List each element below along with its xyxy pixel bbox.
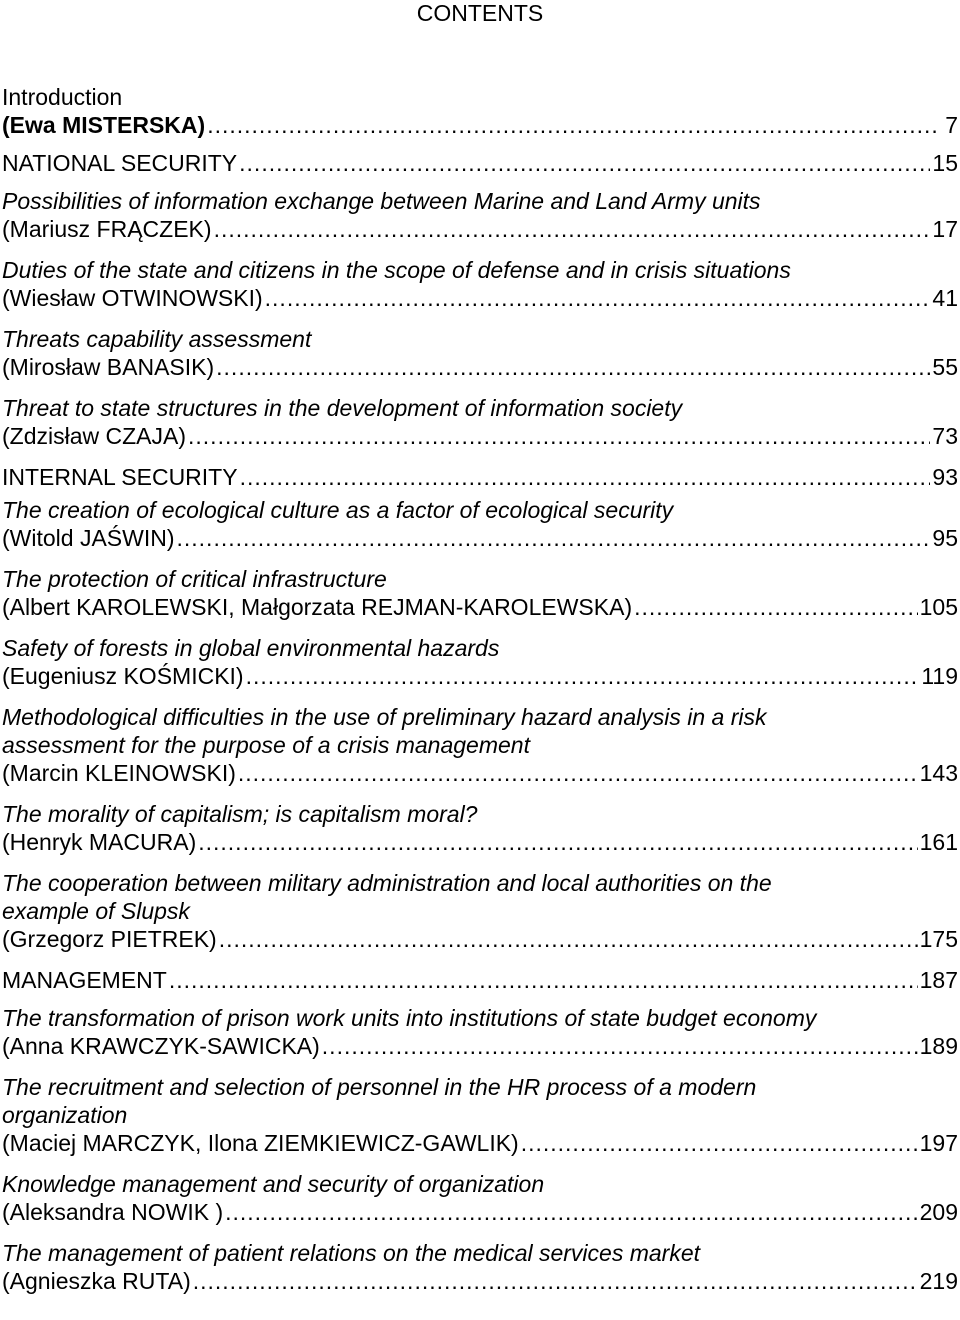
- toc-entry-page: 175: [919, 926, 958, 952]
- toc-entry[interactable]: [2, 800, 958, 856]
- toc-entry-author: (Witold JAŚWIN): [2, 525, 175, 551]
- dot-leader: [240, 463, 931, 491]
- page-title: CONTENTS: [416, 0, 544, 26]
- toc-entry-title: Knowledge management and security of organization: [2, 1171, 545, 1197]
- toc-entry-author: (Mariusz FRĄCZEK): [2, 216, 212, 242]
- toc-entry-page: 41: [932, 285, 958, 311]
- toc-entry-title: Introduction: [2, 84, 123, 110]
- toc-section-heading: NATIONAL SECURITY: [2, 150, 238, 176]
- toc-entry-page: 209: [919, 1199, 958, 1225]
- dot-leader: [193, 1267, 918, 1295]
- toc-entry-title-continued: example of Slupsk: [2, 898, 190, 924]
- toc-entry-title: The creation of ecological culture as a factor of ecological security: [2, 497, 674, 523]
- toc-entry-page: 119: [921, 663, 958, 689]
- toc-entry[interactable]: [2, 1170, 958, 1226]
- toc-entry[interactable]: [2, 394, 958, 450]
- toc-section-national-security[interactable]: [2, 149, 958, 177]
- toc-entry-title: The cooperation between military administration and local authorities on the: [2, 870, 772, 896]
- dot-leader: [216, 353, 930, 381]
- dot-leader: [177, 524, 931, 552]
- toc-entry-author: (Henryk MACURA): [2, 829, 197, 855]
- toc-entry-author: (Ewa MISTERSKA): [2, 112, 206, 138]
- dot-leader: [225, 1198, 918, 1226]
- toc-section-management[interactable]: [2, 966, 958, 994]
- toc-entry-author: (Wiesław OTWINOWSKI): [2, 285, 263, 311]
- toc-entry-title-continued: assessment for the purpose of a crisis management: [2, 732, 530, 758]
- toc-entry-page: 95: [932, 525, 958, 551]
- toc-entry-introduction[interactable]: [2, 83, 958, 139]
- toc-entry-page: 197: [919, 1130, 958, 1156]
- toc-entry-page: 161: [919, 829, 958, 855]
- dot-leader: [521, 1129, 918, 1157]
- toc-entry-page: 93: [932, 464, 958, 490]
- toc-entry-author: (Anna KRAWCZYK-SAWICKA): [2, 1033, 320, 1059]
- toc-entry-title-continued: organization: [2, 1102, 128, 1128]
- toc-entry-title: The protection of critical infrastructure: [2, 566, 387, 592]
- toc-entry-page: 15: [932, 150, 958, 176]
- toc-entry-page: 143: [919, 760, 958, 786]
- toc-entry-title: Methodological difficulties in the use of preliminary hazard analysis in a risk: [2, 704, 767, 730]
- toc-entry-title: Safety of forests in global environmental hazards: [2, 635, 500, 661]
- toc-entry[interactable]: [2, 496, 958, 552]
- toc-entry[interactable]: [2, 256, 958, 312]
- table-of-contents: [2, 83, 958, 1308]
- toc-entry-page: 105: [919, 594, 958, 620]
- toc-entry-author: (Eugeniusz KOŚMICKI): [2, 663, 244, 689]
- toc-entry-page: 187: [919, 967, 958, 993]
- toc-entry[interactable]: [2, 703, 958, 787]
- toc-entry-title: Duties of the state and citizens in the scope of defense and in crisis situations: [2, 257, 791, 283]
- toc-entry[interactable]: [2, 1239, 958, 1295]
- dot-leader: [198, 828, 917, 856]
- toc-entry[interactable]: [2, 565, 958, 621]
- toc-section-heading: MANAGEMENT: [2, 967, 167, 993]
- toc-entry-author: (Aleksandra NOWIK ): [2, 1199, 224, 1225]
- toc-entry-title: The morality of capitalism; is capitalism moral?: [2, 801, 478, 827]
- dot-leader: [207, 111, 940, 139]
- dot-leader: [214, 215, 931, 243]
- toc-entry[interactable]: [2, 187, 958, 243]
- toc-entry-title: Threat to state structures in the development of information society: [2, 395, 683, 421]
- toc-entry-page: 189: [919, 1033, 958, 1059]
- toc-entry-page: 219: [919, 1268, 958, 1294]
- toc-section-internal-security[interactable]: [2, 463, 958, 491]
- dot-leader: [239, 149, 930, 177]
- toc-entry-title: Possibilities of information exchange between Marine and Land Army units: [2, 188, 761, 214]
- toc-entry-author: (Albert KAROLEWSKI, Małgorzata REJMAN-KAROLEWSKA): [2, 594, 633, 620]
- toc-entry[interactable]: [2, 325, 958, 381]
- toc-entry-page: 73: [932, 423, 958, 449]
- dot-leader: [188, 422, 930, 450]
- toc-entry-author: (Agnieszka RUTA): [2, 1268, 191, 1294]
- toc-entry-title: The management of patient relations on the medical services market: [2, 1240, 701, 1266]
- toc-entry-author: (Zdzisław CZAJA): [2, 423, 187, 449]
- toc-entry-title: Threats capability assessment: [2, 326, 312, 352]
- toc-entry[interactable]: [2, 869, 958, 953]
- toc-entry[interactable]: [2, 1004, 958, 1060]
- toc-entry-author: (Maciej MARCZYK, Ilona ZIEMKIEWICZ-GAWLIK): [2, 1130, 519, 1156]
- dot-leader: [265, 284, 931, 312]
- toc-entry-author: (Grzegorz PIETREK): [2, 926, 217, 952]
- dot-leader: [634, 593, 918, 621]
- dot-leader: [238, 759, 918, 787]
- toc-entry-author: (Mirosław BANASIK): [2, 354, 215, 380]
- toc-entry[interactable]: [2, 634, 958, 690]
- toc-entry-page: 17: [932, 216, 958, 242]
- toc-entry-page: 7: [945, 112, 958, 138]
- dot-leader: [322, 1032, 918, 1060]
- toc-section-heading: INTERNAL SECURITY: [2, 464, 238, 490]
- toc-entry[interactable]: [2, 1073, 958, 1157]
- dot-leader: [219, 925, 918, 953]
- dot-leader: [169, 966, 918, 994]
- toc-entry-page: 55: [932, 354, 958, 380]
- toc-entry-author: (Marcin KLEINOWSKI): [2, 760, 236, 786]
- toc-entry-title: The recruitment and selection of personnel in the HR process of a modern: [2, 1074, 757, 1100]
- toc-entry-title: The transformation of prison work units into institutions of state budget economy: [2, 1005, 817, 1031]
- dot-leader: [246, 662, 920, 690]
